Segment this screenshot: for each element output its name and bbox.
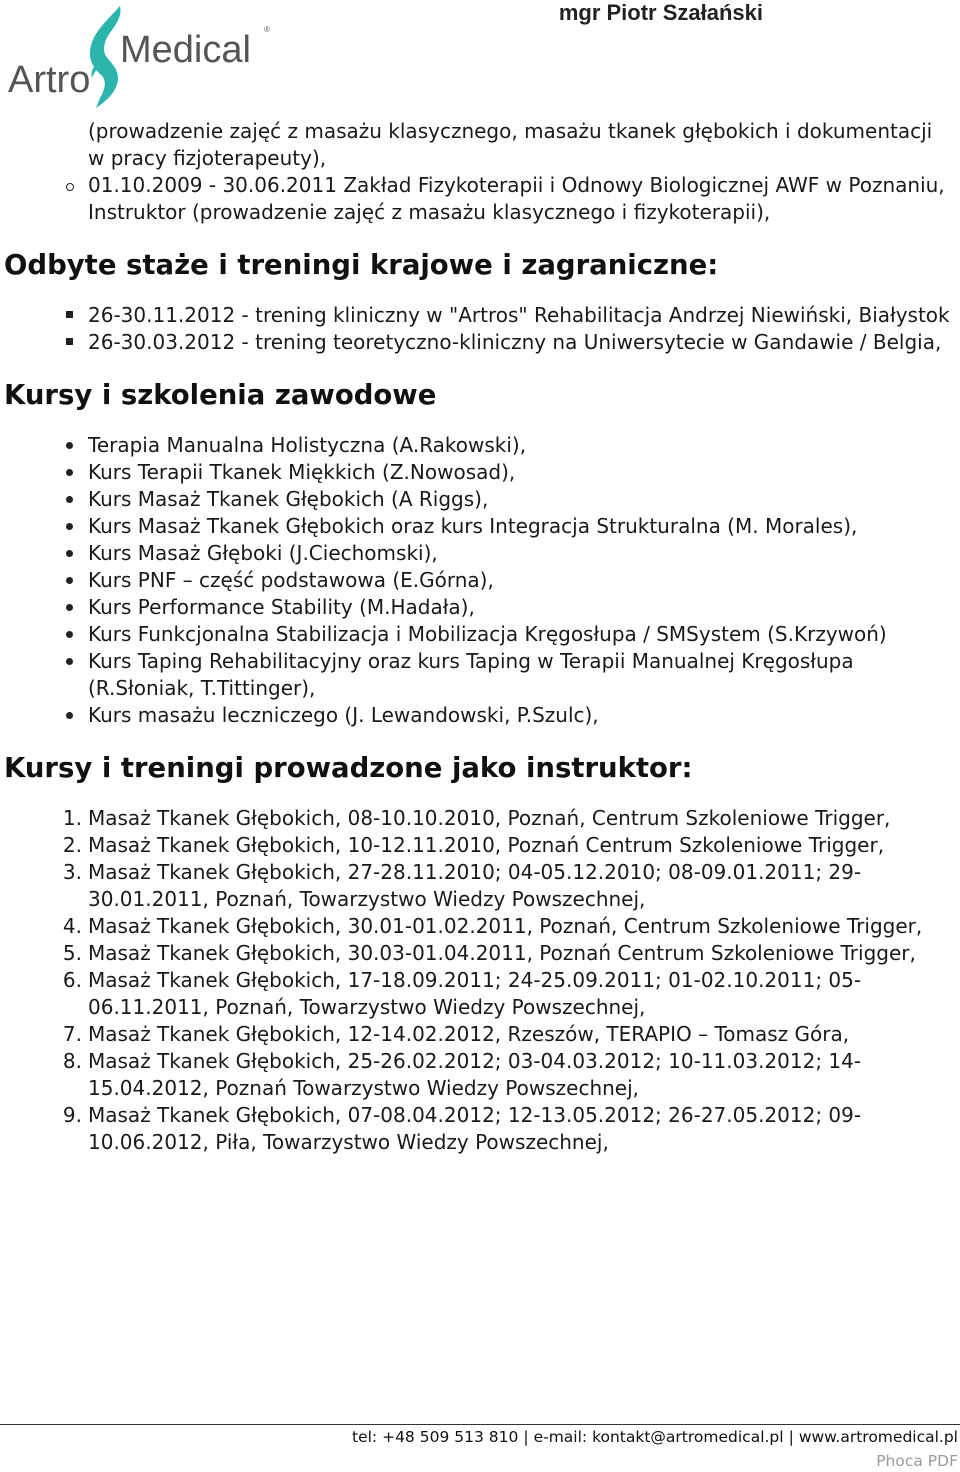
section-title-instructor: Kursy i treningi prowadzone jako instruktor: (4, 752, 693, 784)
course-item: Kurs masażu leczniczego (J. Lewandowski, P.Szulc), (0, 702, 960, 729)
logo-graphic (2, 2, 277, 114)
footer-separator: | (523, 1428, 529, 1446)
course-item: Kurs Performance Stability (M.Hadała), (0, 594, 960, 621)
footer-website[interactable]: www.artromedical.pl (798, 1428, 958, 1446)
instructor-item (0, 805, 960, 832)
page-header (0, 0, 960, 115)
instructor-item (0, 967, 960, 1021)
list-number: 6. (62, 968, 82, 992)
course-item: Kurs Taping Rehabilitacyjny oraz kurs Taping w Terapii Manualnej Kręgosłupa (R.Słoniak, T.Tittinger), (0, 648, 960, 702)
list-number: 3. (62, 860, 82, 884)
list-number: 7. (62, 1022, 82, 1046)
instructor-item (0, 1102, 960, 1156)
list-number: 4. (62, 914, 82, 938)
footer-email[interactable]: e-mail: kontakt@artromedical.pl (533, 1428, 784, 1446)
svg-text:Medical: Medical (120, 29, 251, 71)
instructor-item (0, 1048, 960, 1102)
instructor-item-text: Masaż Tkanek Głębokich, 25-26.02.2012; 03-04.03.2012; 10-11.03.2012; 14-15.04.2012, Poznań Towarzystwo Wiedzy Powszechnej, (88, 1049, 862, 1100)
document-content (0, 118, 960, 1156)
instructor-item-text: Masaż Tkanek Głębokich, 12-14.02.2012, Rzeszów, TERAPIO – Tomasz Góra, (88, 1022, 850, 1046)
svg-text:Artro: Artro (8, 59, 91, 101)
instructor-item (0, 1021, 960, 1048)
svg-text:®: ® (264, 25, 270, 34)
course-item: Kurs Masaż Tkanek Głębokich (A Riggs), (0, 486, 960, 513)
course-item: Kurs Funkcjonalna Stabilizacja i Mobilizacja Kręgosłupa / SMSystem (S.Krzywoń) (0, 621, 960, 648)
artromedical-logo (2, 2, 277, 114)
course-item: Kurs PNF – część podstawowa (E.Górna), (0, 567, 960, 594)
instructor-item-text: Masaż Tkanek Głębokich, 07-08.04.2012; 12-13.05.2012; 26-27.05.2012; 09-10.06.2012, Piła, Towarzystwo Wiedzy Powszechnej, (88, 1103, 862, 1154)
list-number: 2. (62, 833, 82, 857)
instructor-item-text: Masaż Tkanek Głębokich, 30.01-01.02.2011, Poznań, Centrum Szkoleniowe Trigger, (88, 914, 923, 938)
instructor-item (0, 832, 960, 859)
list-number: 5. (62, 941, 82, 965)
page-footer (352, 1428, 958, 1446)
instructor-item (0, 913, 960, 940)
instructor-item-text: Masaż Tkanek Głębokich, 17-18.09.2011; 24-25.09.2011; 01-02.10.2011; 05-06.11.2011, Poznań, Towarzystwo Wiedzy Powszechnej, (88, 968, 862, 1019)
course-item: Kurs Masaż Głęboki (J.Ciechomski), (0, 540, 960, 567)
instructor-item (0, 940, 960, 967)
section-title-internships: Odbyte staże i treningi krajowe i zagraniczne: (4, 249, 719, 281)
instructor-item-text: Masaż Tkanek Głębokich, 08-10.10.2010, Poznań, Centrum Szkoleniowe Trigger, (88, 806, 891, 830)
course-item: Kurs Masaż Tkanek Głębokich oraz kurs Integracja Strukturalna (M. Morales), (0, 513, 960, 540)
internship-item: 26-30.11.2012 - trening kliniczny w "Artros" Rehabilitacja Andrzej Niewiński, Białystok (0, 302, 960, 329)
instructor-item-text: Masaż Tkanek Głębokich, 27-28.11.2010; 04-05.12.2010; 08-09.01.2011; 29-30.01.2011, Poznań, Towarzystwo Wiedzy Powszechnej, (88, 860, 862, 911)
intro-item: 01.10.2009 - 30.06.2011 Zakład Fizykoterapii i Odnowy Biologicznej AWF w Poznaniu, Instruktor (prowadzenie zajęć z masażu klasycznego i fizykoterapii), (0, 172, 960, 226)
generator-credit[interactable]: Phoca PDF (876, 1452, 958, 1470)
instructor-item (0, 859, 960, 913)
list-number: 9. (62, 1103, 82, 1127)
instructor-item-text: Masaż Tkanek Głębokich, 10-12.11.2010, Poznań Centrum Szkoleniowe Trigger, (88, 833, 885, 857)
list-number: 1. (62, 806, 82, 830)
author-name: mgr Piotr Szałański (558, 0, 763, 25)
footer-separator: | (788, 1428, 794, 1446)
intro-continued-text: (prowadzenie zajęć z masażu klasycznego, masażu tkanek głębokich i dokumentacji w pracy fizjoterapeuty), (88, 119, 933, 170)
footer-divider (0, 1424, 960, 1425)
internship-item: 26-30.03.2012 - trening teoretyczno-kliniczny na Uniwersytecie w Gandawie / Belgia, (0, 329, 960, 356)
section-title-courses: Kursy i szkolenia zawodowe (4, 379, 437, 411)
footer-phone: tel: +48 509 513 810 (352, 1428, 519, 1446)
course-item: Terapia Manualna Holistyczna (A.Rakowski), (0, 432, 960, 459)
list-number: 8. (62, 1049, 82, 1073)
course-item: Kurs Terapii Tkanek Miękkich (Z.Nowosad), (0, 459, 960, 486)
instructor-item-text: Masaż Tkanek Głębokich, 30.03-01.04.2011, Poznań Centrum Szkoleniowe Trigger, (88, 941, 916, 965)
